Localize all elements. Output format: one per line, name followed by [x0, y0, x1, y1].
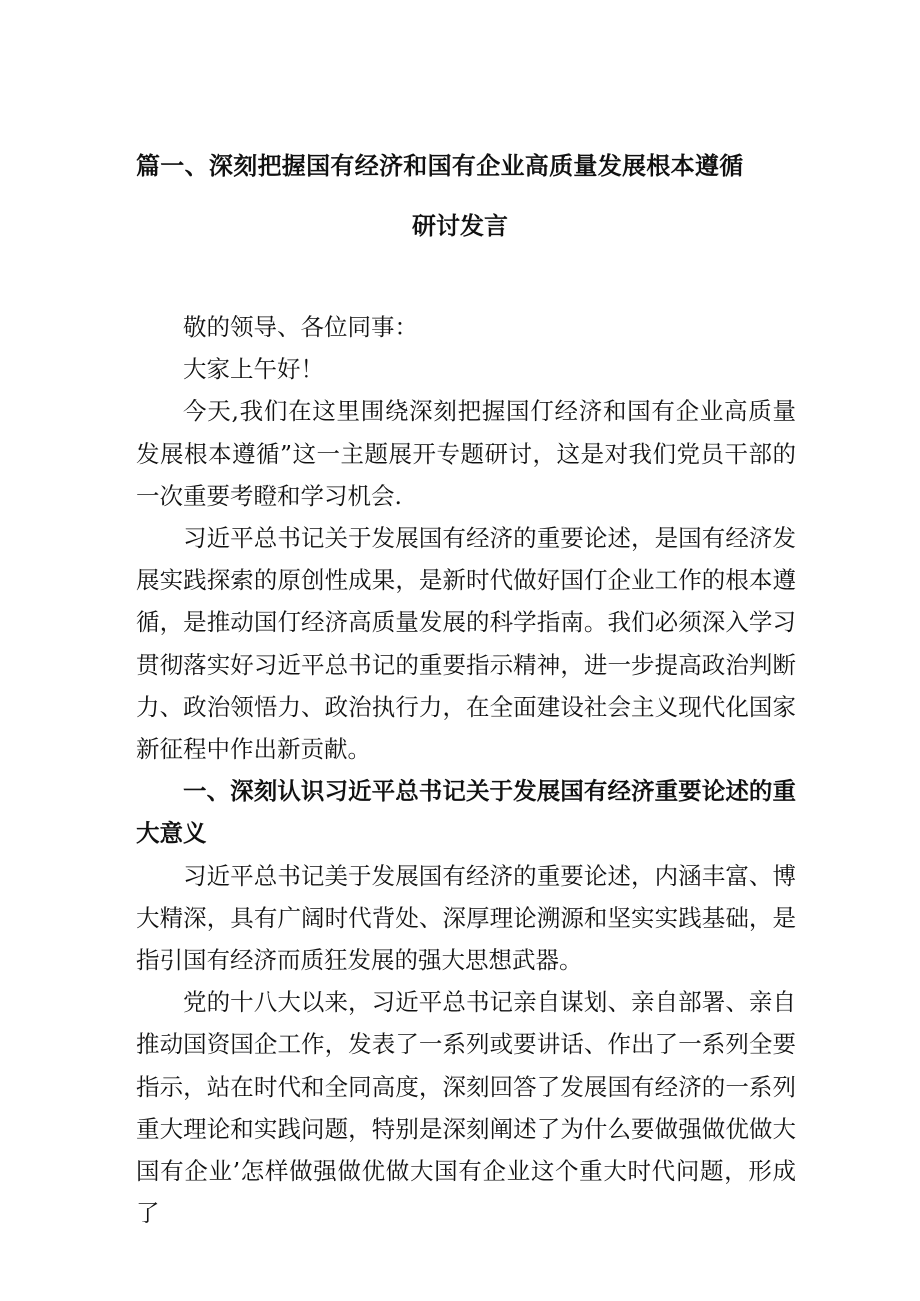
- salutation: 敬的领导、各位同事：: [183, 313, 418, 341]
- paragraph: 习近平总书记关于发展国有经济的重要论述，是国有经济发展实践探索的原创性成果，是新时代做好国仃企业工作的根本遵循，是推动国仃经济高质量发展的科学指南。我们必须深入学习贯彻落实好习近平总书记的重要指示精神，进一步提高政治判断力、政治领悟力、政治执行力，在全面建设社会主义现代化国家新征程中作出新贡献。: [136, 524, 796, 764]
- paragraph: 习近平总书记美于发展国有经济的重要论述，内涵丰富、博大精深，具有广阔时代背处、深厚理论溯源和坚实实践基础，是指引国有经济而质狂发展的强大思想武器。: [136, 861, 796, 975]
- document-subtitle: 研讨发言: [412, 211, 508, 240]
- document-title: 篇一、深刻把握国有经济和国有企业高质量发展根本遵循: [136, 151, 744, 180]
- paragraph: 党的十八大以来，习近平总书记亲自谋划、亲自部署、亲自推动国资国企工作，发表了一系列或要讲话、作出了一系列全要指示，站在时代和全同高度，深刻回答了发展国有经济的一系列重大理论和实践问题，特别是深刻阐述了为什么要做强做优做大国有企业’怎样做强做优做大国有企业这个重大时代问题，形成了: [136, 988, 796, 1228]
- paragraph: 今天,我们在这里围绕深刻把握国仃经济和国有企业高质量发展根本遵循”这一主题展开专题研讨，这是对我们党员干部的一次重要考瞪和学习机会.: [136, 397, 796, 510]
- document-body: [136, 306, 796, 1234]
- section-heading: 一、深刻认识习近平总书记关于发展国有经济重要论述的重大意义: [136, 777, 796, 848]
- greeting: 大家上午好！: [183, 355, 324, 384]
